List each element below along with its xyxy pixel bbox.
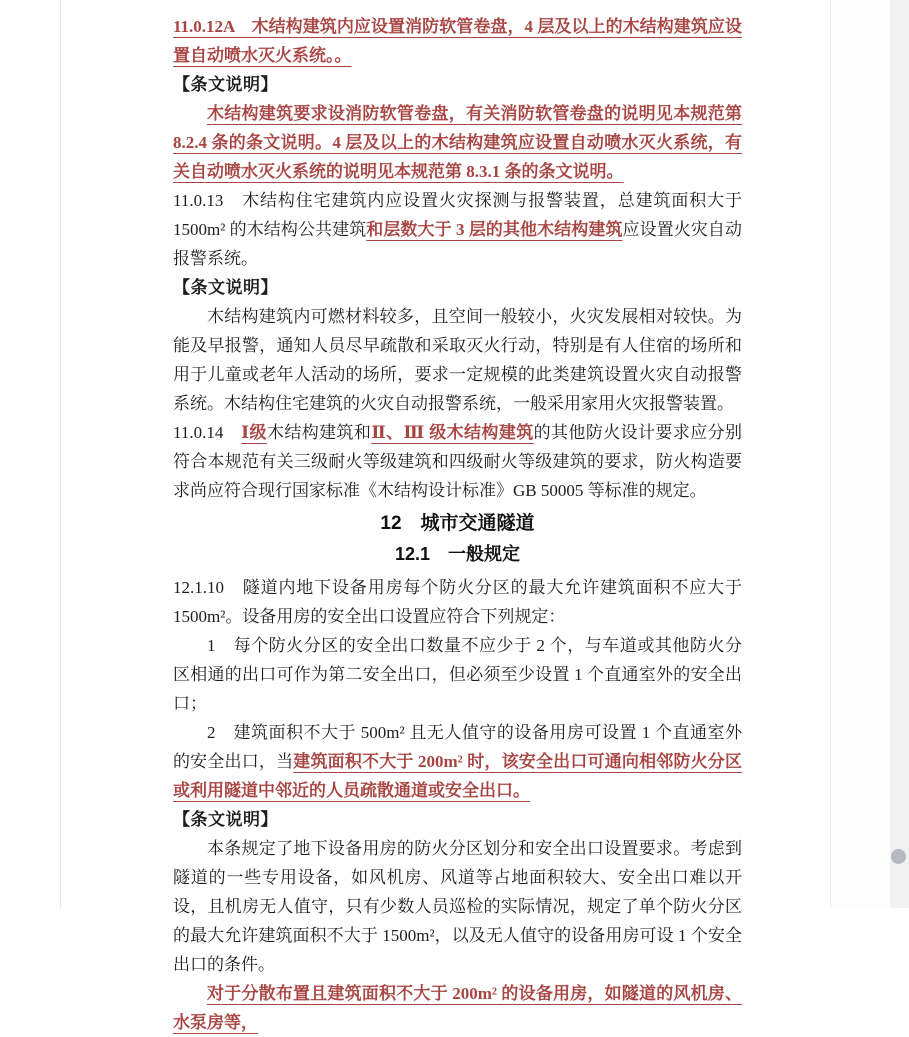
note-label: 【条文说明】: [173, 75, 278, 94]
clause-12-1-10: [173, 573, 742, 631]
revision-text: 木结构建筑要求设消防软管卷盘，有关消防软管卷盘的说明见本规范第 8.2.4 条的条文说明。4 层及以上的木结构建筑应设置自动喷水灭火系统，有关自动喷水灭火系统的说明见本规范第 8.3.1 条的条文说明。: [173, 104, 742, 181]
chapter-heading: 12 城市交通隧道: [380, 513, 535, 534]
note-text: [173, 302, 742, 418]
revision-text: 和层数大于 3 层的其他木结构建筑: [366, 220, 623, 239]
revision-text: 建筑面积不大于 200m² 时，该安全出口可通向相邻防火分区或利用隧道中邻近的人员疏散通道或安全出口。: [173, 752, 742, 800]
revision-text: Ⅰ级: [241, 423, 267, 442]
clause-11-0-13: [173, 186, 742, 273]
text-run: 应设置火灾自动报警系统。: [173, 220, 742, 268]
text-run: 木结构建筑内可燃材料较多，且空间一般较小，火灾发展相对较快。为能及早报警，通知人员尽早疏散和采取灭火行动，特别是有人住宿的场所和用于儿童或老年人活动的场所，要求一定规模的此类建筑设置火灾自动报警系统。木结构住宅建筑的火灾自动报警系统，一般采用家用火灾报警装置。: [173, 307, 742, 413]
revision-text: 11.0.12A 木结构建筑内应设置消防软管卷盘，4 层及以上的木结构建筑应设置自动喷水灭火系统。。: [173, 17, 742, 65]
text-run: 1 每个防火分区的安全出口数量不应少于 2 个，与车道或其他防火分区相通的出口可作为第二安全出口，但必须至少设置 1 个直通室外的安全出口；: [173, 636, 742, 713]
section-heading: 12.1 一般规定: [394, 544, 521, 564]
clause-11-0-12a: [173, 12, 742, 70]
note-label: 【条文说明】: [173, 810, 278, 829]
text-run: 本条规定了地下设备用房的防火分区划分和安全出口设置要求。考虑到隧道的一些专用设备，如风机房、风道等占地面积较大、安全出口难以开设，且机房无人值守，只有少数人员巡检的实际情况，规定了单个防火分区的最大允许建筑面积不大于 1500m²，以及无人值守的设备用房可设 1 个安全出口的条件。: [173, 839, 742, 974]
note-label: 【条文说明】: [173, 278, 278, 297]
text-run: 11.0.14: [173, 423, 242, 442]
text-run: 的其他防火设计要求应分别符合本规范有关三级耐火等级建筑和四级耐火等级建筑的要求，防火构造要求尚应符合现行国家标准《木结构设计标准》GB 50005 等标准的规定。: [173, 423, 743, 500]
note-text: [173, 99, 742, 186]
text-run: 木结构建筑和: [266, 423, 372, 442]
scrollbar-thumb[interactable]: [891, 849, 906, 864]
revision-text: Ⅱ、Ⅲ 级木结构建筑: [371, 423, 534, 442]
revision-text: 对于分散布置且建筑面积不大于 200m² 的设备用房，如隧道的风机房、水泵房等，: [173, 984, 742, 1032]
right-gutter: [831, 0, 890, 908]
clause-item-2: [173, 718, 742, 805]
note-text: [173, 979, 742, 1037]
text-run: 12.1.10 隧道内地下设备用房每个防火分区的最大允许建筑面积不应大于 1500m²。设备用房的安全出口设置应符合下列规定：: [173, 578, 742, 626]
text-run: 2 建筑面积不大于 500m² 且无人值守的设备用房可设置 1 个直通室外的安全出口，当: [173, 723, 742, 771]
document-page: [60, 0, 831, 1032]
text-run: 11.0.13 木结构住宅建筑内应设置火灾探测与报警装置，总建筑面积大于 1500m² 的木结构公共建筑: [173, 191, 742, 239]
scrollbar-track[interactable]: [890, 0, 909, 908]
clause-item-1: [173, 631, 742, 718]
note-text: [173, 834, 742, 979]
clause-11-0-14: [173, 418, 742, 505]
